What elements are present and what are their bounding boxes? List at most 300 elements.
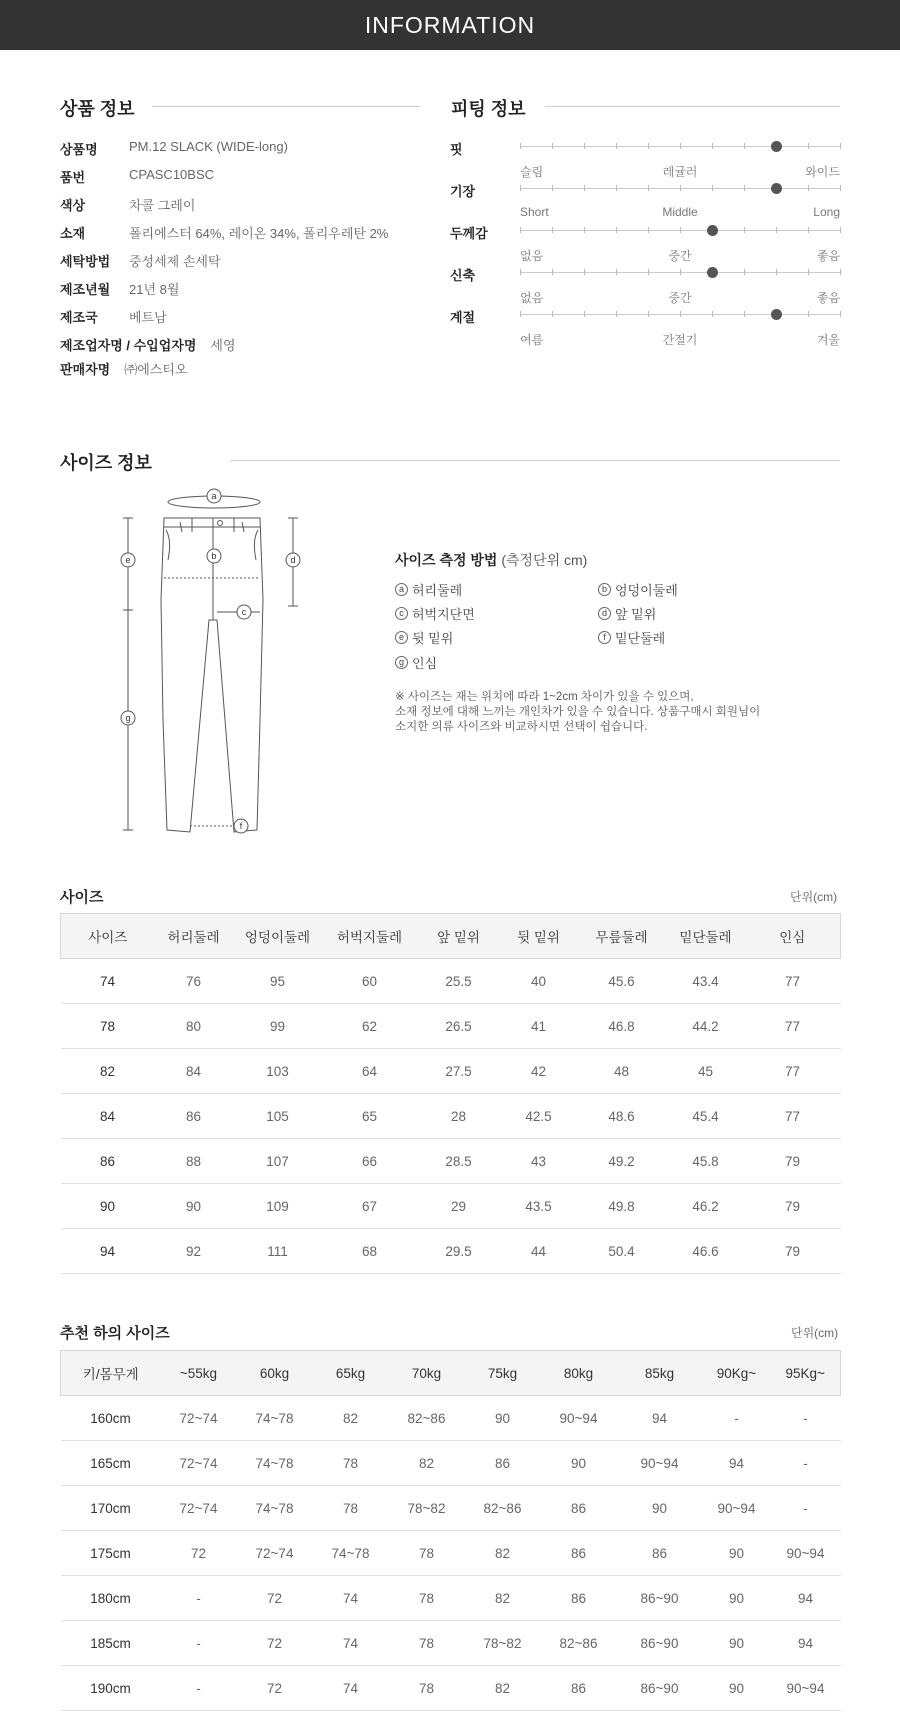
fitting-tick [616,143,617,149]
diagram-mark-g: g [125,713,131,723]
rec-table-header-cell: 85kg [617,1351,703,1396]
size-table-cell: 45.4 [667,1094,745,1139]
table-row [61,1531,841,1576]
rec-table-cell: 72~74 [237,1531,313,1576]
size-table-header-cell: 밑단둘레 [667,914,745,959]
rec-table-cell: 78~82 [389,1486,465,1531]
fitting-scale-label: 없음 [520,291,544,305]
size-table-header-cell: 인심 [745,914,841,959]
size-table-cell: 26.5 [417,1004,501,1049]
rec-table-cell: 86 [541,1486,617,1531]
product-info-value: ㈜에스티오 [124,362,188,377]
size-table-header-cell: 엉덩이둘레 [233,914,323,959]
fitting-tick [520,227,521,233]
fitting-tick [552,227,553,233]
fitting-tick [680,185,681,191]
fitting-scale-label: 좋음 [816,249,840,263]
rec-table-header-cell: 80kg [541,1351,617,1396]
size-table-cell: 84 [155,1049,233,1094]
measurement-mark: f [598,631,611,644]
fitting-info-title: 피팅 정보 [451,99,526,119]
rec-table-cell: 94 [617,1396,703,1441]
rec-table-cell: 90~94 [771,1531,841,1576]
measurement-mark: g [395,656,408,669]
product-info-title: 상품 정보 [60,99,135,119]
fitting-tick [680,227,681,233]
fitting-scale [520,188,840,219]
product-info-row [60,335,420,359]
rec-table-cell: 90~94 [703,1486,771,1531]
size-table-cell: 28 [417,1094,501,1139]
fitting-marker [771,309,782,320]
product-info-value: 21년 8월 [129,282,180,297]
fitting-tick [808,227,809,233]
product-info-row [60,279,420,307]
rec-table-cell: 90 [703,1531,771,1576]
rec-table-cell: 86~90 [617,1576,703,1621]
rec-table-cell: - [161,1621,237,1666]
size-table-cell: 42.5 [501,1094,577,1139]
size-table-cell: 28.5 [417,1139,501,1184]
rec-table-cell: 94 [703,1441,771,1486]
size-note-line: 소재 정보에 대해 느끼는 개인차가 있을 수 있습니다. 상품구매시 회원님이 [395,706,761,718]
rec-table-cell: 72~74 [161,1441,237,1486]
fitting-tick [520,143,521,149]
diagram-mark-b: b [211,551,217,561]
product-info-value: 폴리에스터 64%, 레이온 34%, 폴리우레탄 2% [129,226,389,241]
rec-table-header-cell: ~55kg [161,1351,237,1396]
rec-table-cell: 78 [389,1621,465,1666]
fitting-tick [712,185,713,191]
table-row [61,1049,841,1094]
size-table-cell: 43.4 [667,959,745,1004]
size-table-cell: 62 [323,1004,417,1049]
size-table-cell: 49.8 [577,1184,667,1229]
fitting-tick [648,143,649,149]
fitting-tick [552,185,553,191]
fitting-scale-label: 슬림 [520,165,544,179]
fitting-tick [744,311,745,317]
information-header: INFORMATION [0,0,900,50]
fitting-scale-label: 중간 [668,291,692,305]
measurement-mark: b [598,583,611,596]
fitting-tick [776,269,777,275]
measurement-item [598,580,678,599]
size-table-cell: 43.5 [501,1184,577,1229]
fitting-scale [520,230,840,263]
rec-table-cell: 90 [703,1621,771,1666]
fitting-scale-label: Middle [662,205,698,219]
product-info-row [60,223,420,251]
size-table-cell: 103 [233,1049,323,1094]
size-table-cell: 68 [323,1229,417,1274]
size-table-cell: 29.5 [417,1229,501,1274]
rec-table-cell: - [771,1441,841,1486]
rec-table-cell: 86~90 [617,1621,703,1666]
size-table-cell: 79 [745,1139,841,1184]
size-table-cell: 82 [61,1049,155,1094]
fitting-info-divider [545,106,840,107]
fitting-tick [808,269,809,275]
fitting-tick [744,143,745,149]
size-table-cell: 86 [61,1139,155,1184]
rec-table-cell: 86~90 [617,1666,703,1711]
fitting-tick [616,269,617,275]
fitting-scale-label: Long [813,205,840,219]
fitting-label: 두께감 [450,226,488,241]
rec-table-cell: 72~74 [161,1396,237,1441]
fitting-label: 신축 [450,268,476,283]
fitting-marker [771,141,782,152]
size-table-cell: 46.2 [667,1184,745,1229]
measurement-mark: d [598,607,611,620]
rec-table-header-cell: 95Kg~ [771,1351,841,1396]
fitting-tick [680,269,681,275]
rec-table-cell: - [161,1666,237,1711]
fitting-tick [520,185,521,191]
rec-table-cell: 78 [313,1486,389,1531]
product-info-row [60,195,420,223]
rec-table-cell: 90 [703,1666,771,1711]
fitting-label: 계절 [450,310,476,325]
product-info-list [60,139,420,387]
measurement-label: 인심 [412,656,438,671]
rec-table-cell: 175cm [61,1531,161,1576]
size-table-cell: 88 [155,1139,233,1184]
rec-table-cell: 74~78 [237,1396,313,1441]
size-table-header-cell: 앞 밑위 [417,914,501,959]
fitting-tick [648,185,649,191]
size-table-cell: 45.6 [577,959,667,1004]
fitting-tick [840,185,841,191]
fitting-tick [520,269,521,275]
fitting-scale-label: 좋음 [816,291,840,305]
size-info-divider [230,460,840,461]
fitting-tick [552,143,553,149]
rec-table-cell: 180cm [61,1576,161,1621]
rec-table-cell: 72 [161,1531,237,1576]
size-table-cell: 107 [233,1139,323,1184]
rec-table-cell: 86 [541,1531,617,1576]
size-table-header [61,914,841,959]
measurement-label: 허벅지단면 [412,607,475,622]
rec-table-cell: 78 [389,1666,465,1711]
product-info-value: CPASC10BSC [129,167,215,182]
measurement-title-text: 사이즈 측정 방법 [395,552,498,568]
fitting-tick [648,227,649,233]
rec-table-unit: 단위(cm) [791,1326,839,1340]
table-row [61,1621,841,1666]
size-table-cell: 46.8 [577,1004,667,1049]
size-table-cell: 50.4 [577,1229,667,1274]
rec-table-cell: 74~78 [237,1441,313,1486]
rec-table-cell: 90~94 [771,1666,841,1711]
size-table-cell: 79 [745,1184,841,1229]
rec-table-cell: 74~78 [313,1531,389,1576]
size-table-cell: 64 [323,1049,417,1094]
table-row [61,1004,841,1049]
rec-table-cell: 90~94 [541,1396,617,1441]
fitting-scale-label: 레귤러 [662,165,698,179]
size-table-cell: 86 [155,1094,233,1139]
fitting-tick [584,269,585,275]
fitting-tick [808,311,809,317]
size-table-cell: 60 [323,959,417,1004]
rec-table-cell: 90 [465,1396,541,1441]
diagram-mark-f: f [239,821,243,831]
size-table-header-cell: 허벅지둘레 [323,914,417,959]
fitting-tick [680,311,681,317]
size-table-cell: 44.2 [667,1004,745,1049]
product-info-label: 상품명 [60,142,98,157]
rec-table-cell: - [703,1396,771,1441]
rec-table-cell: 74 [313,1621,389,1666]
fitting-scale [520,146,840,179]
table-row [61,1094,841,1139]
product-info-label: 색상 [60,198,86,213]
size-table-cell: 94 [61,1229,155,1274]
size-table-unit: 단위(cm) [790,890,838,904]
fitting-scale [520,314,840,347]
rec-table-cell: 74 [313,1576,389,1621]
diagram-mark-a: a [211,491,217,501]
measurement-item [598,604,656,623]
size-table-cell: 92 [155,1229,233,1274]
rec-table-cell: 170cm [61,1486,161,1531]
product-info-label: 제조년월 [60,282,111,297]
product-info-value: 베트남 [129,310,167,325]
product-info-row [60,251,420,279]
fitting-tick [808,185,809,191]
size-table-title: 사이즈 [60,889,104,906]
rec-table-header-cell: 70kg [389,1351,465,1396]
rec-table-cell: 78 [389,1531,465,1576]
product-info-label: 세탁방법 [60,254,111,269]
rec-table-cell: 86 [541,1666,617,1711]
rec-table-cell: 94 [771,1576,841,1621]
rec-table-cell: 72 [237,1666,313,1711]
size-table-cell: 45 [667,1049,745,1094]
size-note [395,690,815,735]
pants-measurement-diagram [110,480,320,840]
size-table-cell: 77 [745,1049,841,1094]
fitting-tick [712,311,713,317]
rec-table-cell: 72 [237,1621,313,1666]
fitting-tick [808,143,809,149]
fitting-tick [616,227,617,233]
size-table-cell: 45.8 [667,1139,745,1184]
fitting-tick [744,185,745,191]
table-row [61,1486,841,1531]
rec-table-header [61,1351,841,1396]
size-table-cell: 46.6 [667,1229,745,1274]
size-table-cell: 79 [745,1229,841,1274]
size-table-cell: 80 [155,1004,233,1049]
size-table-cell: 99 [233,1004,323,1049]
fitting-marker [707,267,718,278]
measurement-title [395,550,815,570]
measurement-item [395,604,475,623]
rec-table-cell: 86 [541,1576,617,1621]
size-table-cell: 65 [323,1094,417,1139]
measurement-label: 엉덩이둘레 [615,583,678,598]
rec-table-header-cell: 75kg [465,1351,541,1396]
size-table-cell: 25.5 [417,959,501,1004]
rec-table-cell: - [161,1576,237,1621]
size-table-cell: 90 [155,1184,233,1229]
rec-table-cell: 82~86 [541,1621,617,1666]
measurement-unit: (측정단위 cm) [501,552,588,568]
rec-table-cell: 82~86 [389,1396,465,1441]
product-info-label: 제조업자명 / 수입업자명 [60,338,197,353]
measurement-item [395,580,462,599]
size-table-cell: 27.5 [417,1049,501,1094]
size-table-cell: 74 [61,959,155,1004]
fitting-tick [552,311,553,317]
size-table-cell: 90 [61,1184,155,1229]
fitting-scale-label: 중간 [668,249,692,263]
rec-table-cell: 86 [617,1531,703,1576]
fitting-tick [680,143,681,149]
size-table-cell: 77 [745,1004,841,1049]
measurement-guide [395,550,815,672]
fitting-label: 기장 [450,184,476,199]
table-row [61,1396,841,1441]
measurement-item [395,653,437,672]
size-note-line: 소지한 의류 사이즈와 비교하시면 선택이 쉽습니다. [395,721,648,733]
size-table-cell: 41 [501,1004,577,1049]
fitting-tick [744,227,745,233]
table-row [61,959,841,1004]
product-info-value: PM.12 SLACK (WIDE-long) [129,139,288,154]
rec-table-cell: 78~82 [465,1621,541,1666]
measurement-item [598,628,665,647]
rec-table-cell: 90 [617,1486,703,1531]
product-info-label: 품번 [60,170,86,185]
rec-table-cell: - [771,1396,841,1441]
rec-table-cell: 82 [465,1576,541,1621]
product-info-row [60,359,420,387]
measurement-items [395,580,815,672]
size-table-cell: 40 [501,959,577,1004]
rec-table-cell: 82 [313,1396,389,1441]
rec-table-cell: 165cm [61,1441,161,1486]
fitting-marker [707,225,718,236]
size-table-cell: 78 [61,1004,155,1049]
rec-table-cell: 82 [465,1531,541,1576]
rec-table-cell: 185cm [61,1621,161,1666]
rec-table-cell: 90 [541,1441,617,1486]
fitting-scale [520,272,840,305]
fitting-scale-label: 여름 [520,333,544,347]
size-table-cell: 105 [233,1094,323,1139]
fitting-tick [616,311,617,317]
fitting-row [450,179,840,221]
fitting-scale-label: Short [520,205,549,219]
size-table-cell: 76 [155,959,233,1004]
size-table-cell: 95 [233,959,323,1004]
fitting-tick [840,227,841,233]
size-table-cell: 42 [501,1049,577,1094]
rec-table-cell: 74~78 [237,1486,313,1531]
size-table-header-cell: 뒷 밑위 [501,914,577,959]
rec-table-cell: 82 [389,1441,465,1486]
size-table-cell: 29 [417,1184,501,1229]
fitting-tick [648,269,649,275]
product-info-value: 차콜 그레이 [129,198,196,213]
product-info-divider [152,106,420,107]
table-row [61,1576,841,1621]
table-row [61,1229,841,1274]
fitting-tick [584,185,585,191]
fitting-tick [552,269,553,275]
rec-table-cell: 90 [703,1576,771,1621]
measurement-mark: c [395,607,408,620]
fitting-row [450,305,840,347]
fitting-tick [712,143,713,149]
diagram-mark-c: c [241,607,247,617]
fitting-scale-label: 없음 [520,249,544,263]
size-table-cell: 84 [61,1094,155,1139]
table-row [61,1666,841,1711]
fitting-tick [520,311,521,317]
size-table-header-cell: 허리둘레 [155,914,233,959]
rec-table-cell: 78 [389,1576,465,1621]
rec-table-cell: 160cm [61,1396,161,1441]
size-table-cell: 66 [323,1139,417,1184]
product-info-value: 세영 [210,338,236,353]
rec-table-cell: 190cm [61,1666,161,1711]
fitting-tick [584,227,585,233]
size-table-cell: 44 [501,1229,577,1274]
measurement-item [395,628,453,647]
product-info-row [60,167,420,195]
size-table-cell: 48.6 [577,1094,667,1139]
table-row [61,1184,841,1229]
size-table-cell: 49.2 [577,1139,667,1184]
size-table-header-cell: 무릎둘레 [577,914,667,959]
measurement-mark: a [395,583,408,596]
product-info-label: 판매자명 [60,362,111,377]
product-info-value: 중성세제 손세탁 [129,254,221,269]
rec-table-header-cell: 90Kg~ [703,1351,771,1396]
fitting-tick [776,227,777,233]
fitting-row [450,137,840,179]
fitting-tick [840,143,841,149]
diagram-mark-e: e [125,555,131,565]
fitting-row [450,263,840,305]
size-table-cell: 67 [323,1184,417,1229]
rec-table-cell: 72 [237,1576,313,1621]
size-table-cell: 43 [501,1139,577,1184]
size-table-cell: 77 [745,1094,841,1139]
table-row [61,1441,841,1486]
fitting-tick [840,269,841,275]
product-info-label: 제조국 [60,310,98,325]
rec-table-cell: 86 [465,1441,541,1486]
fitting-info-list [450,137,840,347]
fitting-tick [584,311,585,317]
product-info-row [60,139,420,167]
fitting-tick [840,311,841,317]
measurement-label: 뒷 밑위 [412,631,454,646]
fitting-tick [584,143,585,149]
size-table [60,913,841,1274]
rec-table-cell: 82 [465,1666,541,1711]
size-info-title: 사이즈 정보 [60,453,152,473]
measurement-mark: e [395,631,408,644]
table-row [61,1139,841,1184]
